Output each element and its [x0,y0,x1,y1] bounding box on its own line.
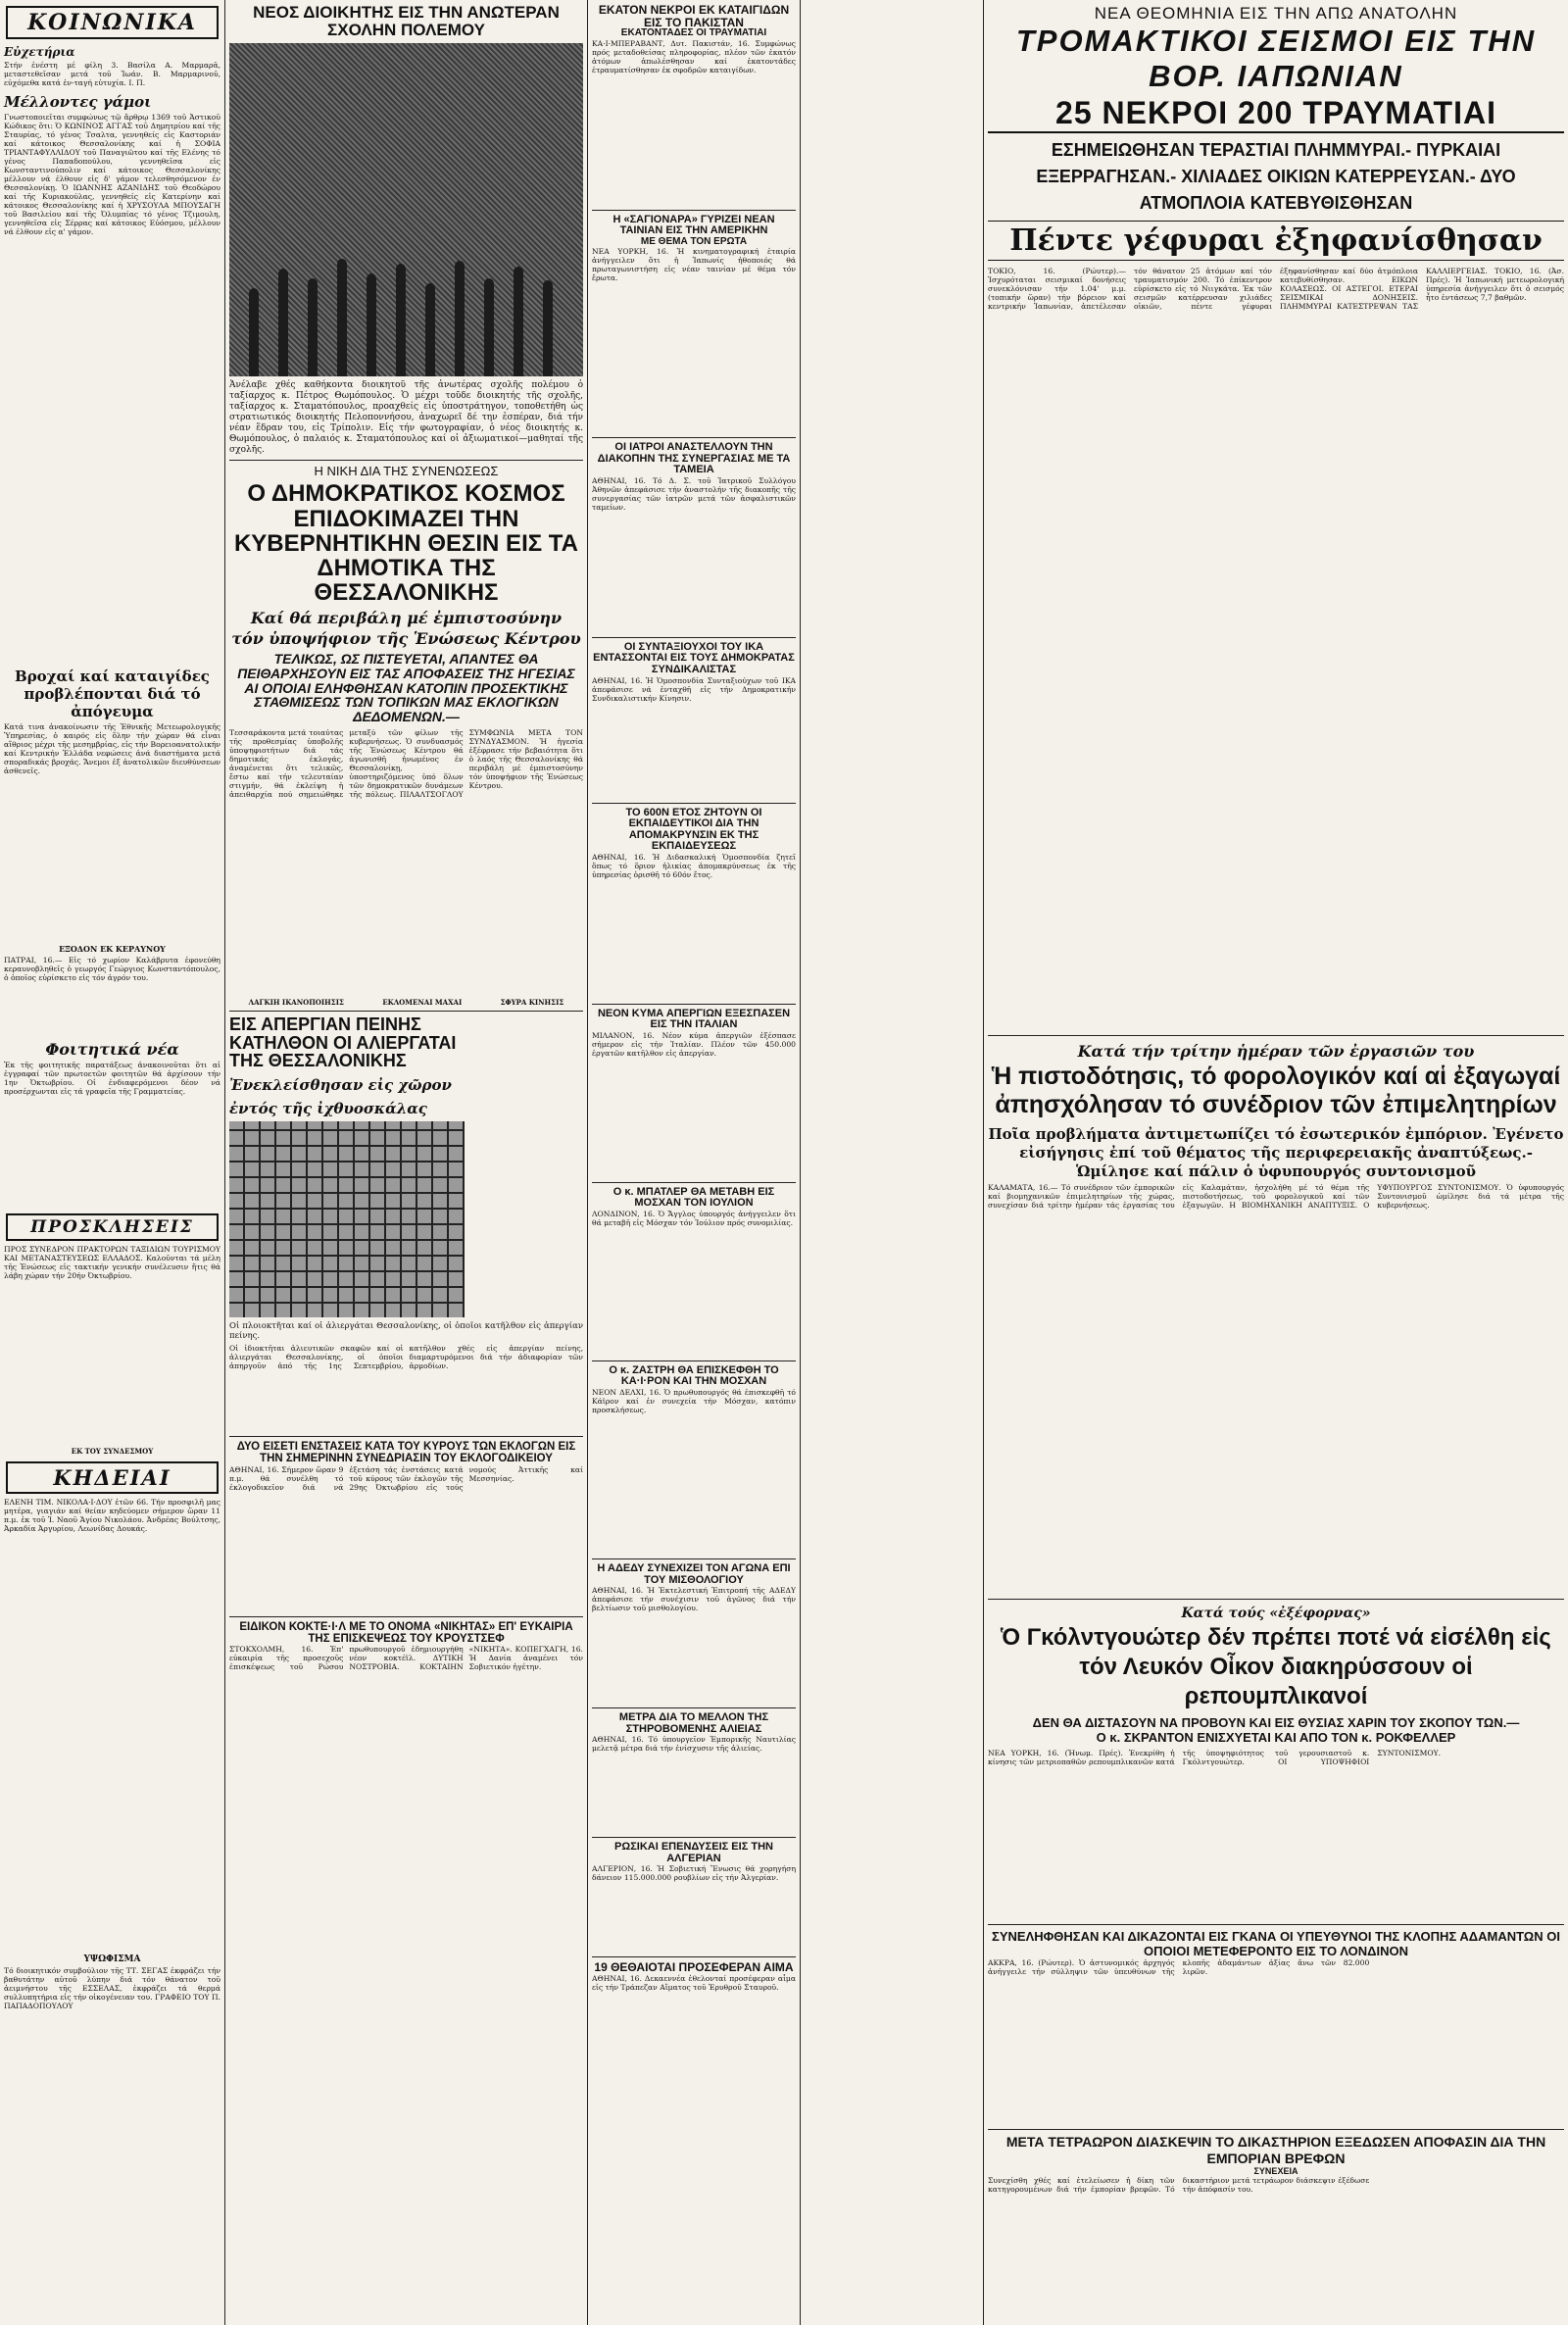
foititika-title: Φοιτητικά νέα [45,1040,179,1059]
goldwater-headline: Ὁ Γκόλντγουώτερ δέν πρέπει ποτέ νά εἰσέλθη εἰς τόν Λευκόν Οἶκον διακηρύσσουν οἱ ρεπουμπλικανοί [1001,1624,1551,1709]
chambers-text: ΚΑΛΑΜΑΤΑ, 16.— Τό συνέδριον τῶν ἐμπορικῶν καί βιομηχανικῶν ἐπιμελητηρίων τῆς χώρας, συνεχίσαν διά τρίτην ἡμέραν τάς ἐργασίας του εἰς Καλαμάταν, ἠσχολήθη μέ τό θέμα τῆς πιστοδοτήσεως, τοῦ φορολογικοῦ καί τῶν ἐξαγωγῶν. Η ΒΙΟΜΗΧΑΝΙΚΗ ΑΝΑΠΤΥΞΙΣ. Ο ΥΦΥΠΟΥΡΓΟΣ ΣΥΝΤΟΝΙΣΜΟΥ. Ὁ ὑφυπουργός Συντονισμοῦ ὡμίλησε διά τά μέτρα τῆς κυβερνήσεως. [988,1183,1564,1210]
eksodon-title: ΕΞΟΔΟΝ ΕΚ ΚΕΡΑΥΝΟΥ [59,944,166,954]
syntaxiouxoi-text: ΑΘΗΝΑΙ, 16. Ἡ Ὁμοσπονδία Συνταξιούχων τοῦ ΙΚΑ ἀπεφάσισε νά ἐνταχθῆ εἰς τήν Δημοκρατικήν Συνδικαλιστικήν Κίνησιν. [592,675,796,703]
column-news [588,0,800,2325]
eyxetiria-text: Στήν ἐνέστη μέ φίλη 3. Βασίλα Α. Μαρμαρᾶ, μεταστεθεῖσαν μετά τοῦ Ἰωάν. Β. Μαρμαρινοῦ, εὐχόμεθα κατά ἐν-ταγή εὐτυχία. Ι. Π. [4,61,220,87]
mpatler-text: ΛΟΝΔΙΝΟΝ, 16. Ὁ Ἄγγλος ὑπουργός ἀνήγγειλεν ὅτι θά μεταβῆ εἰς Μόσχαν τόν Ἰούλιον πρός συνομιλίας. [592,1209,796,1227]
strike-sub-2: ἐντός τῆς ἰχθυοσκάλας [229,1100,427,1118]
adedy-headline: Η ΑΔΕΔΥ ΣΥΝΕΧΙΖΕΙ ΤΟΝ ΑΓΩΝΑ ΕΠΙ ΤΟΥ ΜΙΣΘΟΛΟΓΙΟΥ [597,1562,791,1586]
exeforas-label: Κατά τούς «ἐξέφορνας» [1181,1606,1371,1621]
photo-caption: Ἀνέλαβε χθές καθήκοντα διοικητοῦ τῆς ἀνωτέρας σχολῆς πολέμου ὁ ταξίαρχος κ. Πέτρος Θωμόπουλος. Ὁ μέχρι τοῦδε διοικητής τῆς σχολῆς, ταξίαρχος κ. Σταματόπουλος, προαχθείς εἰς ὑποστράτηγον, τοποθετήθη ὡς στρατιωτικός διοικητής Πελοποννήσου, ἀναχωρεῖ δέ την ἑσπέραν, διά τήν νέαν ἕδραν του, εἰς Τρίπολιν. Εἰς τήν φωτογραφίαν, ὁ νέος διοικητής κ. Θωμόπουλος, ὁ παλαιός κ. Σταματόπουλος καί οἱ ἀξιωματικοί—μαθηταί τῆς σχολῆς. [229,379,583,455]
goldwater-text: ΝΕΑ ΥΟΡΚΗ, 16. (Ἡνωμ. Πρές). Ἐνεκρίθη ἡ κίνησις τῶν μετριοπαθῶν ρεπουμπλικανῶν κατά τῆς ὑποψηφιότητος τοῦ γερουσιαστοῦ κ. Γκόλντγουώτερ. ΟΙ ΥΠΟΨΗΦΙΟΙ ΣΥΝΤΟΝΙΣΜΟΥ. [988,1749,1442,1766]
earthquake-text: ΤΟΚΙΟ, 16. (Ρώυτερ).— Ἰσχυρόταται σεισμικαί δονήσεις συνεκλόνισαν τήν 1.04' μ.μ. (τοπικήν ὥραν) τήν βόρειον καί κεντρικήν Ἰαπωνίαν, ἀπετέλεσαν τόν θάνατον 25 ἀτόμων καί τόν τραυματισμόν 200. Τό ἐπίκεντρον εὑρίσκετο εἰς τό Νιιγκάτα. Ἐκ τῶν σεισμῶν κατέρρευσαν χιλιάδες οἰκιῶν, πέντε γέφυραι ἐξηφανίσθησαν καί δύο ἀτμόπλοια κατεβυθίσθησαν. ΕΙΚΩΝ ΚΟΛΑΣΕΩΣ. ΟΙ ΑΣΤΕΓΟΙ. ΕΤΕΡΑΙ ΣΕΙΣΜΙΚΑΙ ΔΟΝΗΣΕΙΣ. ΠΛΗΜΜΥΡΑΙ ΚΑΤΕΣΤΡΕΨΑΝ ΤΑΣ ΚΑΛΛΙΕΡΓΕΙΑΣ. ΤΟΚΙΟ, 16. (Ἀσ. Πρές). Ἡ Ἰαπωνική μετεωρολογική ὑπηρεσία ἀνήγγειλεν ὅτι ὁ σεισμός ἦτο ἐντάσεως 7,7 βαθμῶν. [988,267,1564,311]
aima-text: ΑΘΗΝΑΙ, 16. Δεκαεννέα ἐθελονταί προσέφεραν αἷμα εἰς τήν Τράπεζαν Αἵματος τοῦ Ἐρυθροῦ Σταυροῦ. [592,1973,796,1992]
earthquake-deck: ΕΣΗΜΕΙΩΘΗΣΑΝ ΤΕΡΑΣΤΙΑΙ ΠΛΗΜΜΥΡΑΙ.- ΠΥΡΚΑΙΑΙ ΕΞΕΡΡΑΓΗΣΑΝ.- ΧΙΛΙΑΔΕΣ ΟΙΚΙΩΝ ΚΑΤΕΡΡΕΥΣΑΝ.- ΔΥΟ ΑΤΜΟΠΛΟΙΑ ΚΑΤΕΒΥΘΙΣΘΗΣΑΝ [1036,140,1516,213]
bridges-headline: Πέντε γέφυραι ἐξηφανίσθησαν [988,221,1564,261]
eksodon-text: ΠΑΤΡΑΙ, 16.— Εἰς τό χωρίον Καλάβρυτα ἐφονεύθη κεραυνοβληθεῖς ὁ γεωργός Γεώργιος Κωνσταντόπουλος, ὁ ὁποῖος εὑρίσκετο εἰς τόν ἀγρόν του. [4,956,220,982]
foititika-text: Ἐκ τῆς φοιτητικῆς παρατάξεως ἀνακοινοῦται ὅτι αἱ ἐγγραφαί τῶν πρωτοετῶν φοιτητῶν θά ἀρχίσουν τήν 1ην Ὀκτωβρίου. Οἱ ἐνδιαφερόμενοι δέον νά προσέρχωνται εἰς τά γραφεῖα τῆς Γραμματείας. [4,1061,220,1096]
column-rule [800,0,801,2325]
earthquake-headline-a: ΤΡΟΜΑΚΤΙΚΟΙ ΣΕΙΣΜΟΙ ΕΙΣ ΤΗΝ ΒΟΡ. ΙΑΠΩΝΙΑΝ [1015,24,1537,93]
syntaxiouxoi-headline: ΟΙ ΣΥΝΤΑΞΙΟΥΧΟΙ ΤΟΥ ΙΚΑ ΕΝΤΑΣΣΟΝΤΑΙ ΕΙΣ ΤΟΥΣ ΔΗΜΟΚΡΑΤΑΣ ΣΥΝΔΙΚΑΛΙΣΤΑΣ [593,640,795,676]
pakistan-text: ΚΑ·Ι·ΜΠΕΡΑΒΑΝΤ, Δυτ. Πακιστάν, 16. Συμφώνως πρός μεταδοθείσας πληροφορίας, πλέον τῶν ἑκατόν ἀτόμων ἀπωλέσθησαν καί ἑκατοντάδες ἐτραυματίσθησαν ἐκ σφοδρῶν καταιγίδων. [592,38,796,74]
gamoi-title: Μέλλοντες γάμοι [4,93,152,111]
rosikai-text: ΑΛΓΕΡΙΟΝ, 16. Ἡ Σοβιετική Ἕνωσις θά χορηγήση δάνειον 115.000.000 ρουβλίων εἰς τήν Ἀλγερίαν. [592,1864,796,1883]
enstaseis-headline: ΔΥΟ ΕΙΣΕΤΙ ΕΝΣΤΑΣΕΙΣ ΚΑΤΑ ΤΟΥ ΚΥΡΟΥΣ ΤΩΝ ΕΚΛΟΓΩΝ ΕΙΣ ΤΗΝ ΣΗΜΕΡΙΝΗΝ ΣΥΝΕΔΡΙΑΣΙΝ ΤΟΥ ΕΚΛΟΓΟΔΙΚΕΙΟΥ [236,1441,576,1465]
strike-text: Οἱ ἰδιοκτῆται ἁλιευτικῶν σκαφῶν καί οἱ ἁλιεργάται Θεσσαλονίκης, οἱ ὁποῖοι ἀπηργοῦν ἀπό τῆς 1ης Σεπτεμβρίου, κατῆλθον χθές εἰς ἀπεργίαν πείνης, διαμαρτυρόμενοι διά τήν ἀδιαφορίαν τῶν ἁρμοδίων. [229,1344,583,1371]
main-headline: Ο ΔΗΜΟΚΡΑΤΙΚΟΣ ΚΟΣΜΟΣ ΕΠΙΔΟΚΙΜΑΖΕΙ ΤΗΝ ΚΥΒΕΡΝΗΤΙΚΗΝ ΘΕΣΙΝ ΕΙΣ ΤΑ ΔΗΜΟΤΙΚΑ ΤΗΣ ΘΕΣΣΑΛΟΝΙΚΗΣ [233,480,579,607]
court-text: Συνεχίσθη χθές καί ἐτελείωσεν ἡ δίκη τῶν κατηγορουμένων διά τήν ἐμπορίαν βρεφῶν. Τό δικαστήριον μετά τετράωρον διάσκεψιν ἐξέδωσε τήν ἀπόφασίν του. [988,2176,1370,2195]
ypofisma-text: Τό διοικητικόν συμβούλιον τῆς ΤΤ. ΣΕΓΑΣ ἐκφράζει τήν βαθυτάτην αὐτοῦ λύπην διά τόν θάνατον τοῦ ἀειμνήστου τῆς ΕΣΣΕΛΑΣ, ἐκφράζει τά θερμά συλλυπητήρια εἰς τήν οἰκογένειαν του. ΓΡΑΦΕΙΟ ΤΟΥ Π. ΠΑΠΑΔΟΠΟΥΛΟΥ [4,1966,220,2010]
column-world [984,0,1568,2325]
sagionara-sub: ΜΕ ΘΕΜΑ ΤΟΝ ΕΡΩΤΑ [640,235,748,247]
section-label: ΕΚΛΟΜΕΝΑΙ ΜΑΧΑΙ [382,997,463,1007]
headline-new-commander: ΝΕΟΣ ΔΙΟΙΚΗΤΗΣ ΕΙΣ ΤΗΝ ΑΝΩΤΕΡΑΝ ΣΧΟΛΗΝ ΠΟΛΕΜΟΥ [253,3,560,39]
photo-fishermen [229,1121,465,1317]
strike-headline: ΕΙΣ ΑΠΕΡΓΙΑΝ ΠΕΙΝΗΣ ΚΑΤΗΛΘΟΝ ΟΙ ΑΛΙΕΡΓΑΤΑΙ ΤΗΣ ΘΕΣΣΑΛΟΝΙΚΗΣ [229,1014,457,1071]
chambers-headline: Ἡ πιστοδότησις, τό φορολογικόν καί αἱ ἐξαγωγαί ἀπησχόλησαν τό συνέδριον τῶν ἐπιμελητηρίων [991,1063,1561,1118]
photo-military-school [229,43,583,376]
sagionara-text: ΝΕΑ ΥΟΡΚΗ, 16. Ἡ κινηματογραφική ἑταιρία ἀνήγγειλεν ὅτι ἡ Ἰαπωνίς ἠθοποιός θά πρωταγωνιστήση εἰς νέαν ταινίαν μέ θέμα τόν ἔρωτα. [592,247,796,283]
koinonika-title: ΚΟΙΝΩΝΙΚΑ [6,6,219,39]
strike-sub-1: Ἐνεκλείσθησαν εἰς χῶρον [229,1076,452,1095]
earthquake-top-label: ΝΕΑ ΘΕΟΜΗΝΙΑ ΕΙΣ ΤΗΝ ΑΠΩ ΑΝΑΤΟΛΗΝ [1094,4,1458,23]
zastri-headline: Ο κ. ΖΑΣΤΡΗ ΘΑ ΕΠΙΣΚΕΦΘΗ ΤΟ ΚΑ·Ι·ΡΟΝ ΚΑΙ ΤΗΝ ΜΟΣΧΑΝ [609,1363,779,1388]
court-sub: ΣΥΝΕΧΕΙΑ [1253,2166,1298,2176]
mpatler-headline: Ο κ. ΜΠΑΤΛΕΡ ΘΑ ΜΕΤΑΒΗ ΕΙΣ ΜΟΣΧΑΝ ΤΟΝ ΙΟΥΛΙΟΝ [612,1185,775,1210]
rosikai-headline: ΡΩΣΙΚΑΙ ΕΠΕΝΔΥΣΕΙΣ ΕΙΣ ΤΗΝ ΑΛΓΕΡΙΑΝ [614,1841,773,1864]
etos-text: ΑΘΗΝΑΙ, 16. Ἡ Διδασκαλική Ὁμοσπονδία ζητεῖ ὅπως τό ὅριον ἡλικίας ἀπομακρύνσεως ἐκ τῆς ὑπηρεσίας ὁρισθῆ τό 60όν ἔτος. [592,852,796,879]
cocktail-text: ΣΤΟΚΧΟΛΜΗ, 16. Ἐπ' εὐκαιρία τῆς προσεχοῦς ἐπισκέψεως τοῦ Ρώσου πρωθυπουργοῦ ἐδημιουργήθη νέον κοκτέϊλ. ΔΥΤΙΚΗ ΝΟΣΤΡΟΒΙΑ. ΚΟΚΤΑΙΗΝ «ΝΙΚΗΤΑ». ΚΟΠΕΓΧΑΓΗ, 16. Ἡ Δανία ἀναμένει τόν Σοβιετικόν ἡγέτην. [229,1644,583,1671]
vroxai-text: Κατά τινα ἀνακοίνωσιν τῆς Ἐθνικῆς Μετεωρολογικῆς Ὑπηρεσίας, ὁ καιρός εἰς ὅλην τήν χώραν θά εἶναι αἴθριος μέχρι τῆς μεσημβρίας, εἰς τήν Βορειοανατολικήν καί Κεντρικήν Ἑλλάδα νεφώσεις ἀνά διαστήματα μετά σποραδικάς βροχάς. Ἄνεμοι ἐξ ἀνατολικῶν διευθύνσεων ἀσθενεῖς. [4,722,220,775]
adedy-text: ΑΘΗΝΑΙ, 16. Ἡ Ἐκτελεστική Ἐπιτροπή τῆς ΑΔΕΔΥ ἀπεφάσισε τήν συνέχισιν τοῦ ἀγῶνος διά τήν βελτίωσιν τοῦ μισθολογίου. [592,1586,796,1613]
court-headline: ΜΕΤΑ ΤΕΤΡΑΩΡΟΝ ΔΙΑΣΚΕΨΙΝ ΤΟ ΔΙΚΑΣΤΗΡΙΟΝ ΕΞΕΔΩΣΕΝ ΑΠΟΦΑΣΙΝ ΔΙΑ ΤΗΝ ΕΜΠΟΡΙΑΝ ΒΡΕΦΩΝ [1005,2134,1546,2166]
prosklisis-sign: ΕΚ ΤΟΥ ΣΥΝΔΕΣΜΟΥ [71,1447,154,1456]
main-article-text: Τεσσαράκοντα μετά τοιαύτας τῆς προθεσμίας ὑποβολῆς ὑποψηφιοτήτων διά τάς δημοτικάς ἐκλογάς, ἀναμένεται ὅτι τελικῶς, ἔστω καί τήν τελευταίαν στιγμήν, θά ἐκλείψη ἡ ἀπειθαρχία πού σημειώθηκε μεταξύ τῶν φίλων τῆς κυβερνήσεως. Ὁ συνδυασμός τῆς Ἑνώσεως Κέντρου θά ἀγωνισθῆ ἡνωμένος ἐν Θεσσαλονίκῃ, ὑποστηριζόμενος ὑπό ὅλων τῶν δημοκρατικῶν δυνάμεων τῆς πόλεως. ΠΙΛΑΛΤΣΟΓΛΟΥ ΣΥΜΦΩΝΙΑ ΜΕΤΑ ΤΟΝ ΣΥΝΔΥΑΣΜΟΝ. Ἡ ἡγεσία ἐξέφρασε τήν βεβαιότητα ὅτι ὁ λαός τῆς Θεσσαλονίκης θά περιβάλη μέ ἐμπιστοσύνην τόν ὑποψήφιον τῆς Ἑνώσεως Κέντρου. [229,727,583,799]
section-label: ΛΑΓΚΙΗ ΙΚΑΝΟΠΟΙΗΣΙΣ [248,997,344,1007]
sagionara-headline: Η «ΣΑΓΙΟΝΑΡΑ» ΓΥΡΙΖΕΙ ΝΕΑΝ ΤΑΙΝΙΑΝ ΕΙΣ ΤΗΝ ΑΜΕΡΙΚΗΝ [612,213,775,237]
iatroi-headline: ΟΙ ΙΑΤΡΟΙ ΑΝΑΣΤΕΛΛΟΥΝ ΤΗΝ ΔΙΑΚΟΠΗΝ ΤΗΣ ΣΥΝΕΡΓΑΣΙΑΣ ΜΕ ΤΑ ΤΑΜΕΙΑ [597,441,791,476]
kyma-text: ΜΙΛΑΝΟΝ, 16. Νέον κύμα ἀπεργιῶν ἐξέσπασε σήμερον εἰς τήν Ἰταλίαν. Πλέον τῶν 450.000 ἐργατῶν κατῆλθον εἰς ἀπεργίαν. [592,1030,796,1058]
kideiai-title: ΚΗΔΕΙΑΙ [6,1461,219,1494]
column-social [0,0,224,2325]
nikh-label: Η ΝΙΚΗ ΔΙΑ ΤΗΣ ΣΥΝΕΝΩΣΕΩΣ [314,463,499,478]
zastri-text: ΝΕΟΝ ΔΕΛΧΙ, 16. Ὁ πρωθυπουργός θά ἐπισκεφθῆ τό Κάϊρον καί ἐν συνεχεία τήν Μόσχαν, κατόπιν προσκλήσεως. [592,1388,796,1415]
kyma-headline: ΝΕΟΝ ΚΥΜΑ ΑΠΕΡΓΙΩΝ ΕΞΕΣΠΑΣΕΝ ΕΙΣ ΤΗΝ ΙΤΑΛΙΑΝ [597,1007,791,1031]
diamonds-text: ΑΚΚΡΑ, 16. (Ρώυτερ). Ὁ ἀστυνομικός ἀρχηγός ἀνήγγειλε τήν σύλληψιν τῶν ὑπευθύνων τῆς κλοπῆς ἀδαμάντων ἀξίας ἄνω τῶν 82.000 λιρῶν. [988,1958,1370,1976]
subhead-2: τόν ὑποψήφιον τῆς Ἑνώσεως Κέντρου [231,629,581,649]
cocktail-headline: ΕΙΔΙΚΟΝ ΚΟΚΤΕ·Ι·Λ ΜΕ ΤΟ ΟΝΟΜΑ «ΝΙΚΗΤΑΣ» ΕΠ' ΕΥΚΑΙΡΙΑ ΤΗΣ ΕΠΙΣΚΕΨΕΩΣ ΤΟΥ ΚΡΟΥΣΤΣΕΦ [239,1620,573,1645]
strike-caption: Οἱ πλοιοκτῆται καί οἱ ἁλιεργάται Θεσσαλονίκης, οἱ ὁποῖοι κατῆλθον εἰς ἀπεργίαν πείνης. [229,1321,583,1342]
chambers-deck: Ποῖα προβλήματα ἀντιμετωπίζει τό ἐσωτερικόν ἐμπόριον. Ἐγένετο εἰσήγησις ἐπί τοῦ θέματος τῆς περιφερειακῆς ἀναπτύξεως.- Ὡμίλησε καί πάλιν ὁ ὑφυπουργός συντονισμοῦ [988,1125,1564,1180]
column-main [225,0,587,2325]
gamoi-text: Γνωστοποιεῖται συμφώνως τῷ ἄρθρῳ 1369 τοῦ Ἀστικοῦ Κώδικος ὅτι: Ὁ ΚΩΝΙΝΟΣ ΑΓΓΑΣ τοῦ Δημητρίου καί τῆς Σταυρίας, τό γένος Τσαλτα, γεννηθείς εἰς Καστοριάν καί κάτοικος Θεσσαλονίκης καί ἡ ΣΟΦΙΑ ΤΡΙΑΝΤΑΦΥΛΛΙΔΟΥ τοῦ Παναγιῶτου καί τῆς Ελένης τό γένος Παπαδοπούλου, γεννηθεῖσα εἰς Κωνσταντινούπολιν καί κάτοικος Θεσσαλονίκης μέλλουν νά ἐλθουν εἰς δ' γάμον τελεσθησόμενον ἐν Θεσσαλονίκῃ. Ὁ ΙΩΑΝΝΗΣ ΑΖΑΝΙΔΗΣ τοῦ Θεοδώρου καί τῆς Κυριακούλας, γεννηθείς εἰς Κατερίνην καί κάτοικος Θεσσαλονίκης καί ἡ ΧΡΥΣΟΥΛΑ ΜΠΟΥΣΑΓΗ τοῦ Βασιλείου καί τῆς Ὀλυμπίας τό γένος Τζιμουλη, γεννηθεῖσα εἰς Σέρρας καί κάτοικος Εὐόσμου, μέλλουν νά ἐλθουν εἰς α' γάμον. [4,113,220,236]
section-label: ΣΦΥΡΑ ΚΙΝΗΣΙΣ [500,997,564,1007]
earthquake-headline-b: 25 ΝΕΚΡΟΙ 200 ΤΡΑΥΜΑΤΙΑΙ [988,94,1564,133]
vroxai-title: Βροχαί καί καταιγίδες προβλέπονται διά τό ἀπόγευμα [15,668,210,720]
iatroi-text: ΑΘΗΝΑΙ, 16. Τό Δ. Σ. τοῦ Ἰατρικοῦ Συλλόγου Ἀθηνῶν ἀπεφάσισε τήν ἀναστολήν τῆς διακοπῆς τῆς συνεργασίας τῶν ἰατρῶν μετά τῶν ἀσφαλιστικῶν ταμείων. [592,475,796,512]
prosklisis-text: ΠΡΟΣ ΣΥΝΕΔΡΟΝ ΠΡΑΚΤΟΡΩΝ ΤΑΞΙΔΙΩΝ ΤΟΥΡΙΣΜΟΥ ΚΑΙ ΜΕΤΑΝΑΣΤΕΥΣΕΩΣ ΕΛΛΑΔΟΣ. Καλοῦνται τά μέλη τῆς Ἑνώσεως εἰς τακτικήν γενικήν συνέλευσιν ἥτις θά λάβη χώραν τήν 20ήν Ὀκτωβρίου. [4,1245,220,1280]
pakistan-sub: ΕΚΑΤΟΝΤΑΔΕΣ ΟΙ ΤΡΑΥΜΑΤΙΑΙ [620,27,767,39]
goldwater-deck: ΔΕΝ ΘΑ ΔΙΣΤΑΣΟΥΝ ΝΑ ΠΡΟΒΟΥΝ ΚΑΙ ΕΙΣ ΘΥΣΙΑΣ ΧΑΡΙΝ ΤΟΥ ΣΚΟΠΟΥ ΤΩΝ.— Ο κ. ΣΚΡΑΝΤΟΝ ΕΝΙΣΧΥΕΤΑΙ ΚΑΙ ΑΠΟ ΤΟΝ κ. ΡΟΚΦΕΛΛΕΡ [1032,1715,1520,1745]
eyxetiria-title: Εὐχετήρια [4,45,75,59]
pakistan-headline: ΕΚΑΤΟΝ ΝΕΚΡΟΙ ΕΚ ΚΑΤΑΙΓΙΔΩΝ ΕΙΣ ΤΟ ΠΑΚΙΣΤΑΝ [598,3,790,29]
metra-text: ΑΘΗΝΑΙ, 16. Τό ὑπουργεῖον Ἐμπορικῆς Ναυτιλίας μελετᾷ μέτρα διά τήν ἐνίσχυσιν τῆς ἁλιείας. [592,1735,796,1754]
enstaseis-text: ΑΘΗΝΑΙ, 16. Σήμερον ὥραν 9 π.μ. θά συνέλθη τό ἐκλογοδικεῖον διά νά ἐξετάση τάς ἐνστάσεις κατά τοῦ κύρους τῶν ἐκλογῶν τῆς 29ης Ὀκτωβρίου εἰς τούς νομούς Ἀττικῆς καί Μεσσηνίας. [229,1464,583,1492]
prosklisis-title: ΠΡΟΣΚΛΗΣΕΙΣ [6,1213,219,1241]
aima-headline: 19 ΘΕΘΑΙΟΤΑΙ ΠΡΟΣΕΦΕΡΑΝ ΑΙΜΑ [594,1960,794,1975]
tritin-label: Κατά τήν τρίτην ἡμέραν τῶν ἐργασιῶν του [1077,1042,1475,1061]
kideiai-text: ΕΛΕΝΗ ΤΙΜ. ΝΙΚΟΛΑ·Ι·ΔΟΥ ἐτῶν 66. Τήν προσφιλῆ μας μητέρα, γιαγιάν καί θείαν κηδεύομεν σήμερον ὥραν 11 π.μ. ἐκ τοῦ Ἱ. Ναοῦ Ἁγίου Νικολάου. Ἀνδρέας Βούλτσης, Ἀρκαδία Ἀργυρίου, Λεωνίδας Δουκάς. [4,1498,220,1533]
etos-headline: ΤΟ 600Ν ΕΤΟΣ ΖΗΤΟΥΝ ΟΙ ΕΚΠΑΙΔΕΥΤΙΚΟΙ ΔΙΑ ΤΗΝ ΑΠΟΜΑΚΡΥΝΣΙΝ ΕΚ ΤΗΣ ΕΚΠΑΙΔΕΥΣΕΩΣ [625,806,762,853]
metra-headline: ΜΕΤΡΑ ΔΙΑ ΤΟ ΜΕΛΛΟΝ ΤΗΣ ΣΤΗΡΟΒΟΜΕΝΗΣ ΑΛΙΕΙΑΣ [618,1711,769,1735]
diamonds-headline: ΣΥΝΕΛΗΦΘΗΣΑΝ ΚΑΙ ΔΙΚΑΖΟΝΤΑΙ ΕΙΣ ΓΚΑΝΑ ΟΙ ΥΠΕΥΘΥΝΟΙ ΤΗΣ ΚΛΟΠΗΣ ΑΔΑΜΑΝΤΩΝ ΟΙ ΟΠΟΙΟΙ ΜΕΤΕΦΕΡΟΝΤΟ ΕΙΣ ΤΟ ΛΟΝΔΙΝΟΝ [992,1929,1560,1958]
main-deck: ΤΕΛΙΚΩΣ, ΩΣ ΠΙΣΤΕΥΕΤΑΙ, ΑΠΑΝΤΕΣ ΘΑ ΠΕΙΘΑΡΧΗΣΟΥΝ ΕΙΣ ΤΑΣ ΑΠΟΦΑΣΕΙΣ ΤΗΣ ΗΓΕΣΙΑΣ ΑΙ ΟΠΟΙΑΙ ΕΛΗΦΘΗΣΑΝ ΚΑΤΟΠΙΝ ΠΡΟΣΕΚΤΙΚΗΣ ΣΤΑΘΜΙΣΕΩΣ ΤΩΝ ΤΟΠΙΚΩΝ ΜΑΣ ΕΚΛΟΓΙΚΩΝ ΔΕΔΟΜΕΝΩΝ.— [237,651,575,725]
ypofisma-title: ΥΨΩΦΙΣΜΑ [83,1954,141,1964]
subhead-1: Καί θά περιβάλη μέ ἐμπιστοσύνην [250,609,563,628]
